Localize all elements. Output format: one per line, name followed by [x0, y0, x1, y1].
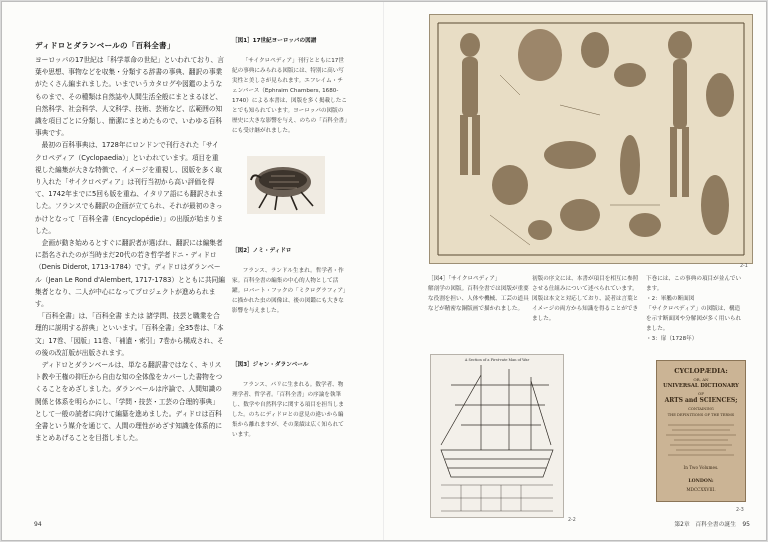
flea-illustration [247, 156, 325, 214]
book-title-line-1: CYCLOPÆDIA: [674, 367, 728, 375]
caption-3-body: フランス、パリに生まれる。数学者、物理学者、哲学者。「百科全書」の序論を執筆し、数学や自然科学に関する項目を担当しました。のちにディドロとの意見の違いから編集から離れますが、その業績は広く知られています。 [232, 382, 344, 438]
caption-2-title: ［図2］ノミ・ディドロ [232, 248, 292, 254]
book-title-line-4: OF [697, 391, 705, 396]
book-title-line-7: THE DEFINITIONS OF THE TERMS [667, 413, 735, 417]
book-year: MDCCXXVIII. [686, 487, 716, 492]
ship-plate-caption: A Section of a First-rate Man of War [464, 358, 530, 362]
caption-figure-5: 下巻には、この事典の項目が並んでいます。 ・2：軍艦の断面図 「サイクロペディア」の図版は、構造を示す断面図や分解図が多く用いられました。 ・3：扉（1728年） [646, 276, 742, 342]
book-volumes: In Two Volumes. [683, 465, 719, 470]
figure-number-c: 2-3 [736, 508, 744, 513]
right-page [384, 2, 766, 540]
book-title-line-6: CONTAINING [688, 407, 714, 411]
caption-2-body: フランス、ランドル生まれ。哲学者・作家。百科全書の編集の中心的人物として活躍。ロバート・フックの「ミクログラフィア」に描かれた虫の図像は、後の図鑑にも大きな影響を与えました。 [232, 268, 346, 314]
caption-figure-4: ［図4］「サイクロペディア」 解剖学の図版。百科全書では図版が重要な役割を担い、人体や機械、工芸の道具などが精密な銅版画で描かれました。 [428, 276, 529, 312]
ship-cross-section-plate [430, 354, 564, 518]
caption-figure-1 [232, 16, 347, 146]
figure-number-a: 2-1 [740, 264, 748, 269]
book-title-line-3: UNIVERSAL DICTIONARY [663, 383, 739, 389]
caption-1-body: 「サイクロペディア」刊行とともに17世紀の事典にみられる図版には、特別に高い写実性と美しさが見られます。エフレイム・チェンバース（Ephraim Chambers, 1680-1740）による本書は、図版を多く掲載したことでも知られています。ヨーロッパの図版の歴史に大きな影響を与え、のちの「百科全書」にも受け継がれました。 [232, 58, 348, 134]
page-number-right: 95 [742, 521, 750, 528]
anatomy-plate [429, 14, 753, 264]
running-footer: 第2章 百科全書の誕生 [674, 522, 736, 528]
book-text-block [657, 421, 745, 461]
caption-1-title: ［図1］17世紀ヨーロッパの図譜 [232, 38, 317, 44]
book-title-line-5: ARTS and SCIENCES; [664, 397, 738, 404]
caption-figure-2 [232, 226, 347, 326]
caption-figure-3 [232, 340, 347, 450]
page-number-left: 94 [34, 521, 42, 528]
caption-3-title: ［図3］ジャン・ダランベール [232, 362, 309, 368]
title-page-image [656, 360, 746, 502]
figure-number-b: 2-2 [568, 518, 576, 523]
caption-figure-4-cont: 初版の序文には、本書が項目を相互に参照させる仕組みについて述べられています。図版は本文と対応しており、読者は言葉とイメージの両方から知識を得ることができました。 [532, 276, 639, 322]
book-place: LONDON: [688, 479, 714, 484]
book-spread [2, 2, 766, 540]
body-text: ヨーロッパの17世紀は「科学革命の世紀」といわれており、言葉や思想、事物などを収集・分類する辞書の事典、翻訳の事業がたくさん編まれました。いまでいうカタログや図鑑のようなものまで、その種類は自然誌や人間生活全般にまとまるほど、自然科学、社会科学、人文科学、技術、芸術など、広範囲の知識を項目ごとに分類し、簡潔にまとめたもので、いわゆる百科事典です。 最初の百科事典は、1728年にロンドンで刊行された「サイクロペディア（Cyclopaedia）」といわれています。項目を重視した編集が大きな特徴で、イメージを重視し、図版を多く取り入れた「サイクロペディア」は刊行当初から高い評価を得て、1742年までに5回も版を重ね、イタリア語にも翻訳されました。フランスでも翻訳の企画が立てられ、それが最初のきっかけとなって「百科全書（Encyclopédie）」の出版が始まりました。 企画が動き始めるとすぐに翻訳者が選ばれ、翻訳には編集者に指名されたのが当時まだ20代の若き哲学者ドニ・ディドロ（Denis Diderot, 1713-1784）です。ディドロはダランベール（Jean Le Rond d'Alembert, 1717-1783）とともに共同編集者となり、二人が中心になってプロジェクトが進められます。 「百科全書」は、「百科全書 または 諸学問、技芸と職業を合理的に説明する辞典」といいます。「百科全書」全35巻は、「本文」17巻、「図版」11巻、「補遺・索引」7巻から構成され、その後の改訂版が出版されます。 ディドロとダランベールは、単なる翻訳書ではなく、キリスト教や王権の抑圧から自由な知の全体像をカバーした書物をつくることをめざしました。ダランベールは序論で、人間知識の関係と体系を明らかにし、「学問・技芸・工芸の合理的事典」として一般の読者に向けて編纂を進めました。ディドロは百科全書という媒介を通じて、人間の理性がめざす知識を体系的にまとめあげることを目指しました。 [35, 56, 225, 443]
book-title-line-2: OR, AN [693, 377, 709, 382]
section-title: ディドロとダランベールの「百科全書」 [35, 41, 175, 50]
left-page [2, 2, 384, 540]
